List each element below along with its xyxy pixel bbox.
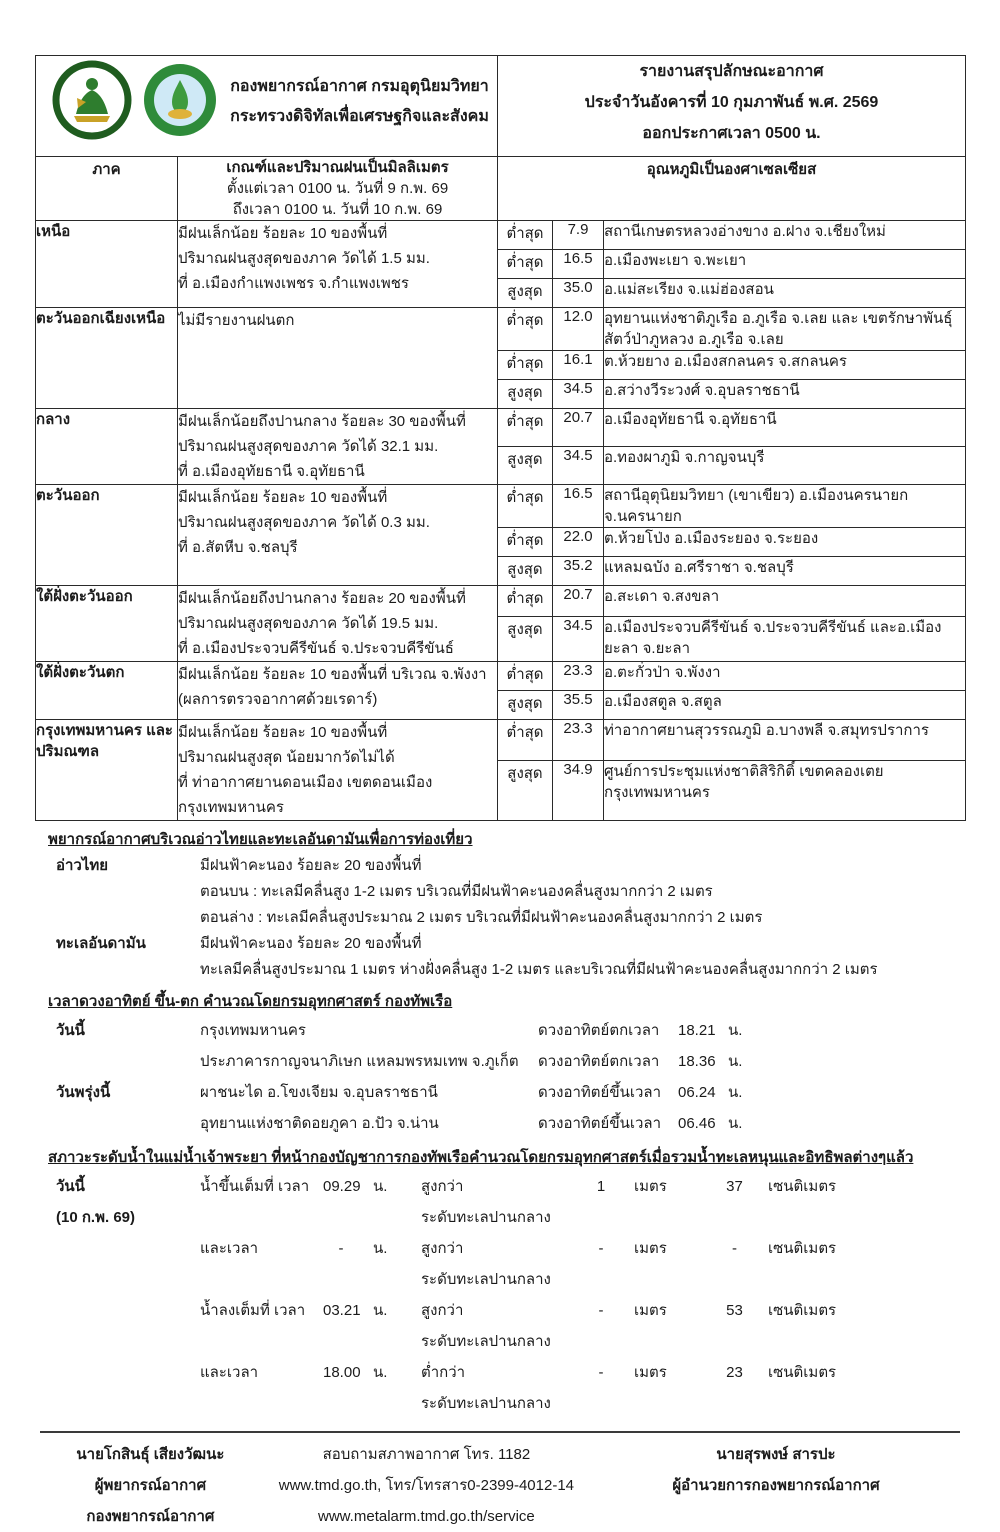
region-rain-summary	[178, 308, 498, 409]
tide-item-label: น้ำลงเต็มที่ เวลา	[200, 1302, 306, 1319]
tide-centimeters-unit: เซนติเมตร	[768, 1364, 837, 1381]
forecaster-line: กองพยากรณ์อากาศ	[86, 1508, 215, 1525]
temp-value: 34.5	[553, 447, 604, 485]
temp-location: อ.สว่างวีระวงศ์ จ.อุบลราชธานี	[604, 380, 966, 409]
rain-line: ที่ อ.เมืองอุทัยธานี จ.อุทัยธานี	[178, 463, 365, 480]
director-line: นายสุรพงษ์ สารปะ	[716, 1446, 836, 1463]
temp-location: ต.ห้วยยาง อ.เมืองสกลนคร จ.สกลนคร	[604, 351, 966, 380]
temp-value: 16.1	[553, 351, 604, 380]
region-name: ใต้ฝั่งตะวันตก	[36, 662, 178, 720]
temp-location: อ.เมืองพะเยา จ.พะเยา	[604, 250, 966, 279]
temp-location: อ.ทองผาภูมิ จ.กาญจนบุรี	[604, 447, 966, 485]
temp-location: อ.ตะกั่วป่า จ.พังงา	[604, 662, 966, 691]
agency-name-line1: กองพยากรณ์อากาศ กรมอุตุนิยมวิทยา	[230, 78, 489, 95]
sun-day-label	[56, 1108, 200, 1139]
temp-value: 20.7	[553, 409, 604, 447]
temp-extreme-label: ต่ำสุด	[498, 308, 553, 351]
region-name: กลาง	[36, 409, 178, 485]
tide-centimeters-value: 53	[726, 1302, 743, 1319]
rain-header-line2: ตั้งแต่เวลา 0100 น. วันที่ 9 ก.พ. 69	[226, 180, 449, 197]
tide-item-label: และเวลา	[200, 1240, 259, 1257]
region-rain-summary	[178, 409, 498, 485]
sun-time-value: 18.36	[678, 1053, 716, 1070]
footer	[40, 1431, 960, 1532]
tide-level-description: สูงกว่าระดับทะเลปานกลาง	[421, 1178, 551, 1226]
temp-extreme-label: ต่ำสุด	[498, 586, 553, 617]
contact-line: สอบถามสภาพอากาศ โทร. 1182	[322, 1446, 531, 1463]
agency-header-cell	[36, 56, 498, 157]
weather-summary-table	[35, 55, 966, 821]
rain-line: มีฝนเล็กน้อย ร้อยละ 10 ของพื้นที่	[178, 489, 388, 506]
tide-time-unit: น.	[373, 1178, 388, 1195]
river-level-rows	[200, 1171, 965, 1419]
sun-event-label: ดวงอาทิตย์ขึ้นเวลา	[538, 1115, 662, 1132]
temp-extreme-label: สูงสุด	[498, 691, 553, 720]
report-title-cell	[498, 56, 966, 157]
tide-meters-unit: เมตร	[634, 1302, 667, 1319]
tide-time-value: 03.21	[323, 1302, 361, 1319]
sea-forecast-line: ตอนล่าง : ทะเลมีคลื่นสูงประมาณ 2 เมตร บริเวณที่มีฝนฟ้าคะนองคลื่นสูงมากกว่า 2 เมตร	[200, 909, 763, 926]
tide-time-value: 09.29	[323, 1178, 361, 1195]
contact-line: www.tmd.go.th, โทร/โทรสาร0-2399-4012-14	[278, 1477, 575, 1494]
temp-extreme-label: สูงสุด	[498, 380, 553, 409]
temp-location: อ.แม่สะเรียง จ.แม่ฮ่องสอน	[604, 279, 966, 308]
tide-time-unit: น.	[373, 1302, 388, 1319]
tide-meters-unit: เมตร	[634, 1364, 667, 1381]
sun-time-unit: น.	[728, 1022, 743, 1039]
river-level-date-line2: (10 ก.พ. 69)	[56, 1209, 135, 1226]
region-name: กรุงเทพมหานคร และปริมณฑล	[36, 720, 178, 821]
sun-time-unit: น.	[728, 1115, 743, 1132]
sun-day-label	[56, 1046, 200, 1077]
temp-location: อ.สะเดา จ.สงขลา	[604, 586, 966, 617]
region-row	[36, 221, 966, 250]
director-line: ผู้อำนวยการกองพยากรณ์อากาศ	[672, 1477, 880, 1494]
river-level-title: สภาวะระดับน้ำในแม่น้ำเจ้าพระยา ที่หน้ากองบัญชาการกองทัพเรือคำนวณโดยกรมอุทกศาสตร์เมื่อรวมน้ำทะเลหนุนและอิทธิพลต่างๆแล้ว	[48, 1149, 914, 1166]
temp-extreme-label: ต่ำสุด	[498, 409, 553, 447]
tide-meters-value: 1	[596, 1178, 606, 1195]
temp-extreme-label: ต่ำสุด	[498, 351, 553, 380]
region-rain-summary	[178, 221, 498, 308]
sun-location: อุทยานแห่งชาติดอยภูคา อ.ปัว จ.น่าน	[200, 1115, 439, 1132]
sun-time-row	[56, 1046, 965, 1077]
agency-name	[228, 72, 491, 132]
sun-time-value: 06.46	[678, 1115, 716, 1132]
tide-centimeters-value: -	[732, 1240, 737, 1257]
sunrise-sunset-section	[35, 989, 965, 1139]
sun-time-row	[56, 1077, 965, 1108]
ministry-digital-economy-society-seal-icon	[52, 60, 132, 144]
contact-line: www.metalarm.tmd.go.th/service	[318, 1508, 535, 1525]
sunrise-sunset-rows	[35, 1015, 965, 1139]
river-level-row	[200, 1233, 965, 1295]
sun-day-label: วันพรุ่งนี้	[56, 1084, 111, 1101]
rain-column-header	[178, 157, 498, 221]
tide-meters-unit: เมตร	[634, 1178, 667, 1195]
temp-value: 20.7	[553, 586, 604, 617]
temp-location: แหลมฉบัง อ.ศรีราชา จ.ชลบุรี	[604, 557, 966, 586]
temp-value: 16.5	[553, 250, 604, 279]
sun-time-value: 06.24	[678, 1084, 716, 1101]
meteorological-department-seal-icon	[142, 62, 218, 142]
tide-meters-value: -	[598, 1364, 604, 1381]
tide-time-unit: น.	[373, 1364, 388, 1381]
river-level-row	[200, 1357, 965, 1419]
temp-location: อ.เมืองสตูล จ.สตูล	[604, 691, 966, 720]
sun-event-label: ดวงอาทิตย์ตกเวลา	[538, 1053, 660, 1070]
temp-extreme-label: สูงสุด	[498, 760, 553, 820]
sun-time-row	[56, 1015, 965, 1046]
region-row	[36, 662, 966, 691]
agency-name-line2: กระทรวงดิจิทัลเพื่อเศรษฐกิจและสังคม	[230, 108, 489, 125]
rain-header-line3: ถึงเวลา 0100 น. วันที่ 10 ก.พ. 69	[232, 201, 443, 218]
tide-centimeters-unit: เซนติเมตร	[768, 1240, 837, 1257]
region-rain-summary	[178, 720, 498, 821]
temp-location: อ.เมืองอุทัยธานี จ.อุทัยธานี	[604, 409, 966, 447]
temp-location: สถานีอุตุนิยมวิทยา (เขาเขียว) อ.เมืองนครนายก จ.นครนายก	[604, 485, 966, 528]
sea-forecast-title: พยากรณ์อากาศบริเวณอ่าวไทยและทะเลอันดามันเพื่อการท่องเที่ยว	[48, 831, 473, 848]
temp-extreme-label: ต่ำสุด	[498, 720, 553, 761]
river-level-row	[200, 1295, 965, 1357]
sun-time-row	[56, 1108, 965, 1139]
sun-location: กรุงเทพมหานคร	[200, 1022, 306, 1039]
rain-header-line1: เกณฑ์และปริมาณฝนเป็นมิลลิเมตร	[226, 159, 449, 176]
region-name: ตะวันออกเฉียงเหนือ	[36, 308, 178, 409]
region-rain-summary	[178, 662, 498, 720]
temp-value: 12.0	[553, 308, 604, 351]
region-name: เหนือ	[36, 221, 178, 308]
director-signature-block	[592, 1439, 960, 1532]
temp-extreme-label: ต่ำสุด	[498, 485, 553, 528]
rain-line: มีฝนเล็กน้อย ร้อยละ 10 ของพื้นที่	[178, 724, 388, 741]
forecaster-line: ผู้พยากรณ์อากาศ	[94, 1477, 207, 1494]
temp-value: 35.0	[553, 279, 604, 308]
forecaster-signature-block	[40, 1439, 261, 1532]
tide-meters-unit: เมตร	[634, 1240, 667, 1257]
document-header-row	[36, 56, 966, 157]
temp-extreme-label: สูงสุด	[498, 557, 553, 586]
rain-line: ปริมาณฝนสูงสุดของภาค วัดได้ 32.1 มม.	[178, 438, 439, 455]
rain-line: ที่ อ.เมืองประจวบคีรีขันธ์ จ.ประจวบคีรีขันธ์	[178, 640, 454, 657]
sun-location: ผาชนะได อ.โขงเจียม จ.อุบลราชธานี	[200, 1084, 438, 1101]
temp-location: ศูนย์การประชุมแห่งชาติสิริกิติ์ เขตคลองเตย กรุงเทพมหานคร	[604, 760, 966, 820]
rain-line: กรุงเทพมหานคร	[178, 799, 284, 816]
river-level-section	[35, 1145, 965, 1419]
region-row	[36, 720, 966, 761]
region-row	[36, 409, 966, 447]
sun-event-label: ดวงอาทิตย์ตกเวลา	[538, 1022, 660, 1039]
region-rain-summary	[178, 586, 498, 662]
river-level-date-line1: วันนี้	[56, 1178, 85, 1195]
rain-line: ปริมาณฝนสูงสุดของภาค วัดได้ 1.5 มม.	[178, 250, 430, 267]
forecaster-line: นายโกสินธุ์ เสียงวัฒนะ	[76, 1446, 225, 1463]
sun-event-label: ดวงอาทิตย์ขึ้นเวลา	[538, 1084, 662, 1101]
rain-line: ที่ อ.เมืองกำแพงเพชร จ.กำแพงเพชร	[178, 275, 409, 292]
temp-extreme-label: ต่ำสุด	[498, 221, 553, 250]
river-level-date-label	[56, 1171, 200, 1419]
sea-forecast-line: ตอนบน : ทะเลมีคลื่นสูง 1-2 เมตร บริเวณที่มีฝนฟ้าคะนองคลื่นสูงมากกว่า 2 เมตร	[200, 883, 713, 900]
tide-level-description: สูงกว่าระดับทะเลปานกลาง	[421, 1240, 551, 1288]
tide-meters-value: -	[598, 1302, 604, 1319]
region-rain-summary	[178, 485, 498, 586]
temp-extreme-label: สูงสุด	[498, 616, 553, 661]
tide-centimeters-value: 23	[726, 1364, 743, 1381]
region-name: ใต้ฝั่งตะวันออก	[36, 586, 178, 662]
rain-line: มีฝนเล็กน้อยถึงปานกลาง ร้อยละ 30 ของพื้นที่	[178, 413, 466, 430]
tide-centimeters-unit: เซนติเมตร	[768, 1178, 837, 1195]
sun-time-unit: น.	[728, 1053, 743, 1070]
rain-line: ปริมาณฝนสูงสุด น้อยมากวัดไม่ได้	[178, 749, 395, 766]
sun-time-unit: น.	[728, 1084, 743, 1101]
temp-location: ต.ห้วยโป่ง อ.เมืองระยอง จ.ระยอง	[604, 528, 966, 557]
temp-value: 7.9	[553, 221, 604, 250]
region-name: ตะวันออก	[36, 485, 178, 586]
region-column-header: ภาค	[36, 157, 178, 221]
temp-value: 22.0	[553, 528, 604, 557]
temp-extreme-label: สูงสุด	[498, 279, 553, 308]
temp-location: ท่าอากาศยานสุวรรณภูมิ อ.บางพลี จ.สมุทรปราการ	[604, 720, 966, 761]
tide-time-value: -	[338, 1240, 344, 1257]
rain-line: มีฝนเล็กน้อย ร้อยละ 10 ของพื้นที่ บริเวณ จ.พังงา	[178, 666, 487, 683]
sea-forecast-line: มีฝนฟ้าคะนอง ร้อยละ 20 ของพื้นที่	[200, 935, 422, 952]
temp-value: 34.5	[553, 380, 604, 409]
sunrise-sunset-title: เวลาดวงอาทิตย์ ขึ้น-ตก คำนวณโดยกรมอุทกศาสตร์ กองทัพเรือ	[48, 993, 453, 1010]
sun-location: ประภาคารกาญจนาภิเษก แหลมพรหมเทพ จ.ภูเก็ต	[200, 1053, 519, 1070]
rain-line: (ผลการตรวจอากาศด้วยเรดาร์)	[178, 691, 378, 708]
temp-location: สถานีเกษตรหลวงอ่างขาง อ.ฝาง จ.เชียงใหม่	[604, 221, 966, 250]
river-level-row	[200, 1171, 965, 1233]
rain-line: ปริมาณฝนสูงสุดของภาค วัดได้ 19.5 มม.	[178, 615, 439, 632]
tide-centimeters-value: 37	[726, 1178, 743, 1195]
temp-location: อุทยานแห่งชาติภูเรือ อ.ภูเรือ จ.เลย และ เขตรักษาพันธุ์สัตว์ป่าภูหลวง อ.ภูเรือ จ.เลย	[604, 308, 966, 351]
temp-extreme-label: ต่ำสุด	[498, 250, 553, 279]
rain-line: ที่ อ.สัตหีบ จ.ชลบุรี	[178, 539, 298, 556]
tide-item-label: น้ำขึ้นเต็มที่ เวลา	[200, 1178, 310, 1195]
temp-value: 35.5	[553, 691, 604, 720]
temp-value: 23.3	[553, 720, 604, 761]
sun-day-label: วันนี้	[56, 1022, 85, 1039]
region-row	[36, 485, 966, 528]
tide-level-description: สูงกว่าระดับทะเลปานกลาง	[421, 1302, 551, 1350]
rain-line: ไม่มีรายงานฝนตก	[178, 312, 295, 329]
sea-area-row	[56, 931, 965, 983]
rain-line: มีฝนเล็กน้อยถึงปานกลาง ร้อยละ 20 ของพื้นที่	[178, 590, 466, 607]
sea-forecast-rows	[35, 853, 965, 983]
temp-value: 34.9	[553, 760, 604, 820]
rain-line: ที่ ท่าอากาศยานดอนเมือง เขตดอนเมือง	[178, 774, 433, 791]
report-date: ประจำวันอังคารที่ 10 กุมภาพันธ์ พ.ศ. 2569	[584, 94, 879, 111]
sea-forecast-section	[35, 827, 965, 983]
rain-line: ปริมาณฝนสูงสุดของภาค วัดได้ 0.3 มม.	[178, 514, 430, 531]
temp-location: อ.เมืองประจวบคีรีขันธ์ จ.ประจวบคีรีขันธ์ และอ.เมืองยะลา จ.ยะลา	[604, 616, 966, 661]
report-title: รายงานสรุปลักษณะอากาศ	[639, 63, 824, 80]
sea-area-label: ทะเลอันดามัน	[56, 935, 146, 952]
tide-time-value: 18.00	[323, 1364, 361, 1381]
tide-item-label: และเวลา	[200, 1364, 259, 1381]
tide-centimeters-unit: เซนติเมตร	[768, 1302, 837, 1319]
temp-extreme-label: ต่ำสุด	[498, 662, 553, 691]
temp-value: 35.2	[553, 557, 604, 586]
contact-info-block	[261, 1439, 592, 1532]
sea-area-label: อ่าวไทย	[56, 857, 109, 874]
temp-extreme-label: ต่ำสุด	[498, 528, 553, 557]
temp-value: 34.5	[553, 616, 604, 661]
sea-area-forecast	[200, 931, 965, 983]
column-header-row	[36, 157, 966, 221]
region-row	[36, 308, 966, 351]
temp-extreme-label: สูงสุด	[498, 447, 553, 485]
tide-time-unit: น.	[373, 1240, 388, 1257]
region-row	[36, 586, 966, 617]
sea-forecast-line: ทะเลมีคลื่นสูงประมาณ 1 เมตร ห่างฝั่งคลื่นสูง 1-2 เมตร และบริเวณที่มีฝนฟ้าคะนองคลื่นสูงมากกว่า 2 เมตร	[200, 961, 878, 978]
sea-area-forecast	[200, 853, 965, 931]
report-issue-time: ออกประกาศเวลา 0500 น.	[642, 125, 821, 142]
tide-level-description: ต่ำกว่าระดับทะเลปานกลาง	[421, 1364, 551, 1412]
sun-time-value: 18.21	[678, 1022, 716, 1039]
temp-value: 23.3	[553, 662, 604, 691]
tide-meters-value: -	[598, 1240, 604, 1257]
sea-area-row	[56, 853, 965, 931]
temperature-column-header: อุณหภูมิเป็นองศาเซลเซียส	[498, 157, 966, 221]
rain-line: มีฝนเล็กน้อย ร้อยละ 10 ของพื้นที่	[178, 225, 388, 242]
temp-value: 16.5	[553, 485, 604, 528]
sea-forecast-line: มีฝนฟ้าคะนอง ร้อยละ 20 ของพื้นที่	[200, 857, 422, 874]
